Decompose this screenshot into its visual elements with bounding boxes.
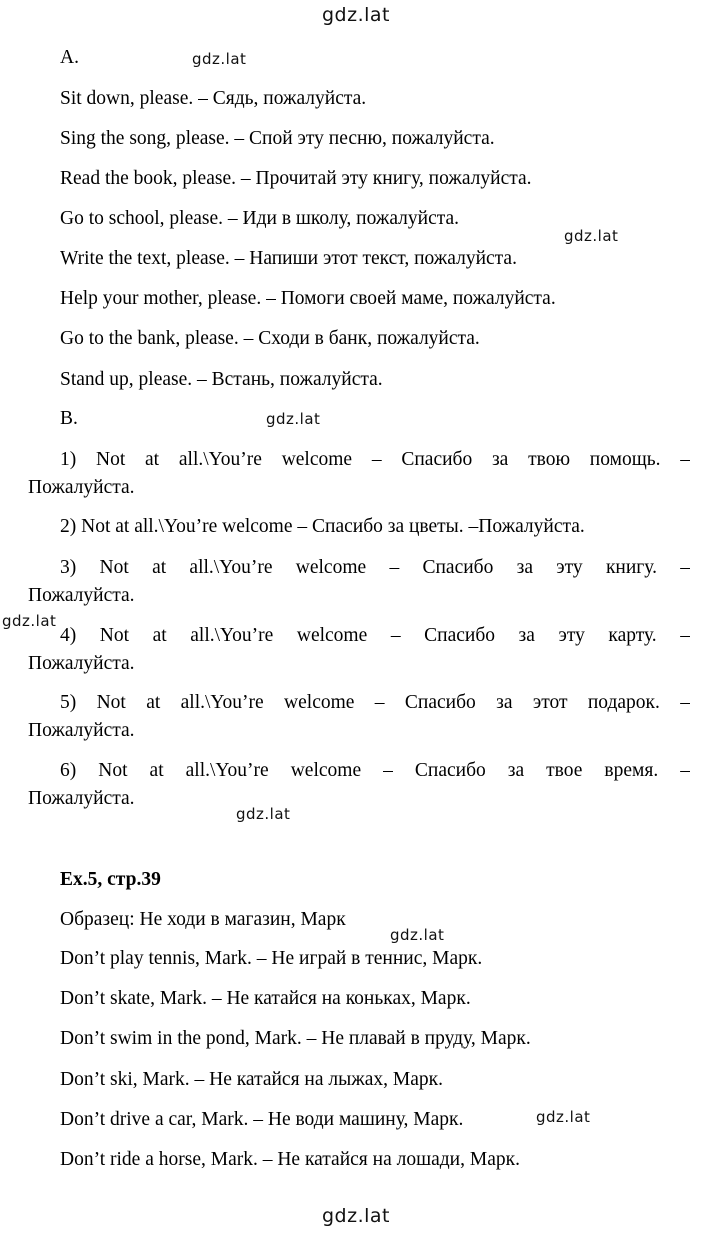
exercise-line: Don’t swim in the pond, Mark. – Не плавай в пруду, Марк. — [60, 1028, 531, 1049]
watermark-bottom: gdz.lat — [322, 1205, 391, 1227]
exercise-line: Don’t skate, Mark. – Не катайся на коньках, Марк. — [60, 988, 471, 1009]
section-b-item-continuation: Пожалуйста. — [28, 788, 135, 809]
section-b-item — [28, 556, 690, 608]
section-b-item-continuation: Пожалуйста. — [28, 585, 135, 606]
section-b-item-continuation: Пожалуйста. — [28, 477, 135, 498]
exercise-line: Don’t ride a horse, Mark. – Не катайся на лошади, Марк. — [60, 1149, 520, 1170]
section-a-line: Write the text, please. – Напиши этот текст, пожалуйста. — [60, 248, 517, 269]
section-a-line: Sit down, please. – Сядь, пожалуйста. — [60, 88, 367, 109]
section-a-line: Stand up, please. – Встань, пожалуйста. — [60, 369, 383, 390]
watermark: gdz.lat — [390, 926, 445, 944]
watermark: gdz.lat — [192, 50, 247, 68]
watermark-top: gdz.lat — [322, 4, 391, 26]
section-a-label: A. — [60, 47, 79, 68]
section-b-item-text: 3) Not at all.\You’re welcome – Спасибо за эту книгу. – — [60, 557, 690, 578]
section-b-label: B. — [60, 408, 78, 429]
exercise-heading: Ex.5, стр.39 — [60, 869, 161, 890]
section-a-line: Sing the song, please. – Спой эту песню, пожалуйста. — [60, 128, 495, 149]
section-b-item-text: 4) Not at all.\You’re welcome – Спасибо за эту карту. – — [60, 625, 690, 646]
section-b-item-text: 2) Not at all.\You’re welcome – Спасибо за цветы. –Пожалуйста. — [60, 516, 585, 537]
section-b-item — [28, 448, 690, 500]
section-a-line: Read the book, please. – Прочитай эту книгу, пожалуйста. — [60, 168, 532, 189]
exercise-line: Don’t ski, Mark. – Не катайся на лыжах, Марк. — [60, 1069, 443, 1090]
exercise-line: Don’t drive a car, Mark. – Не води машину, Марк. — [60, 1109, 464, 1130]
section-b-item-text: 1) Not at all.\You’re welcome – Спасибо за твою помощь. – — [60, 449, 690, 470]
section-b-item-text: 6) Not at all.\You’re welcome – Спасибо за твое время. – — [60, 760, 690, 781]
watermark: gdz.lat — [236, 805, 291, 823]
section-b-item-continuation: Пожалуйста. — [28, 653, 135, 674]
watermark: gdz.lat — [536, 1108, 591, 1126]
watermark: gdz.lat — [2, 612, 57, 630]
section-b-item — [28, 759, 690, 811]
section-b-item — [28, 691, 690, 743]
section-a-line: Go to the bank, please. – Сходи в банк, пожалуйста. — [60, 328, 480, 349]
exercise-line: Don’t play tennis, Mark. – Не играй в теннис, Марк. — [60, 948, 483, 969]
section-b-item-text: 5) Not at all.\You’re welcome – Спасибо за этот подарок. – — [60, 692, 690, 713]
watermark: gdz.lat — [564, 227, 619, 245]
exercise-sample: Образец: Не ходи в магазин, Марк — [60, 909, 346, 930]
section-b-item-continuation: Пожалуйста. — [28, 720, 135, 741]
watermark: gdz.lat — [266, 410, 321, 428]
section-a-line: Go to school, please. – Иди в школу, пожалуйста. — [60, 208, 460, 229]
section-b-item — [28, 624, 690, 676]
section-a-line: Help your mother, please. – Помоги своей маме, пожалуйста. — [60, 288, 556, 309]
